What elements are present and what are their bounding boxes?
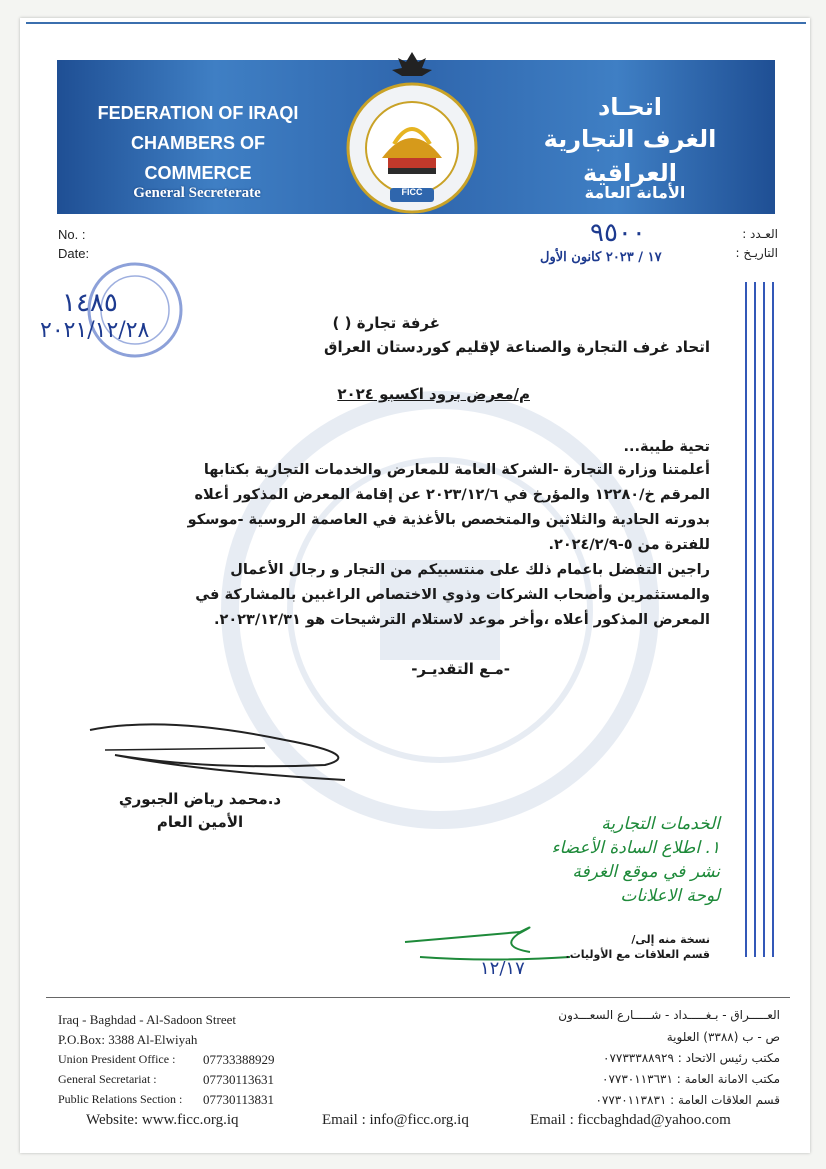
footer-row-en-label: Public Relations Section : — [58, 1092, 183, 1106]
stamp-handwritten-number: ١٤٨٥ — [62, 288, 118, 318]
greeting: تحية طيبة... — [623, 439, 710, 455]
copy-to-label: نسخة منه إلى/ — [631, 933, 710, 946]
handwritten-note: الخدمات التجارية ١. اطلاع السادة الأعضاء نشر في موقع الغرفة لوحة الاعلانات — [551, 814, 720, 906]
footer-divider — [46, 997, 790, 998]
subject-line: م/معرض برود اكسبو ٢٠٢٤ — [337, 385, 530, 403]
footer-pobox-en: P.O.Box: 3388 Al-Elwiyah — [58, 1032, 198, 1047]
signatory-name: د.محمد رياض الجبوري — [118, 790, 282, 808]
handwritten-date: ١٧ / ٢٠٢٣ كانون الأول — [540, 250, 662, 265]
paragraph-1: أعلمتنا وزارة التجارة -الشركة العامة للمعارض والخدمات التجارية بكتابها المرقم خ/١٢٢٨٠ والمؤرخ في ٢٠٢٣/١٢/٦ عن إقامة المعرض المذكور أعلاه بدورته الحادية والثلاثين والمتخصص بالأغذية في العاصمة الروسية -موسكو للفترة من ٥-٢٠٢٤/٢/٩. — [187, 462, 710, 553]
recipient-line-1: غرفة تجارة ( ) — [332, 314, 440, 332]
footer-pobox-ar: ص - ب (٣٣٨٨) العلوية — [666, 1030, 780, 1044]
copy-to-item: قسم العلاقات مع الأوليات. — [565, 948, 710, 961]
footer-website[interactable]: Website: www.ficc.org.iq — [86, 1112, 239, 1128]
top-border-line — [26, 22, 806, 24]
footer-row-ar: مكتب رئيس الاتحاد : ٠٧٧٣٣٣٨٨٩٢٩ — [603, 1051, 780, 1065]
handwritten-number: ٩٥٠٠ — [590, 218, 646, 248]
footer-row-ar: مكتب الامانة العامة : ٠٧٧٣٠١١٣٦٣١ — [602, 1072, 780, 1086]
footer-row-en-value: 07730113631 — [203, 1072, 275, 1087]
footer-email-info[interactable]: Email : info@ficc.org.iq — [322, 1112, 469, 1128]
footer-row-en-value: 07733388929 — [203, 1052, 275, 1067]
copy-hand-date: ١٢/١٧ — [480, 958, 525, 979]
number-label-en: No. : — [58, 227, 86, 242]
margin-lines — [745, 282, 775, 957]
footer-email-yahoo[interactable]: Email : ficcbaghdad@yahoo.com — [530, 1112, 731, 1128]
footer-row-ar: قسم العلاقات العامة : ٠٧٧٣٠١١٣٨٣١ — [595, 1093, 780, 1107]
signature-icon — [85, 710, 385, 790]
recipient-line-2: اتحاد غرف التجارة والصناعة لإقليم كوردستان العراق — [324, 338, 710, 356]
footer-row-en-label: General Secretariat : — [58, 1072, 157, 1086]
date-label-ar: التاريـخ : — [735, 246, 778, 260]
footer-row-en-label: Union President Office : — [58, 1052, 176, 1066]
general-secretariat-ar: الأمانة العامة — [584, 183, 686, 202]
logo-abbr: FICC — [401, 187, 423, 197]
signatory-title: الأمين العام — [156, 813, 244, 831]
org-name-en: FEDERATION OF IRAQI CHAMBERS OF COMMERCE — [97, 103, 299, 183]
date-label-en: Date: — [58, 246, 90, 261]
number-label-ar: العـدد : — [742, 227, 778, 241]
footer-address-en: Iraq - Baghdad - Al-Sadoon Street — [58, 1012, 236, 1027]
footer-address-ar: العـــــراق - بـغـــــداد - شـــــارع السعـــدون — [558, 1008, 780, 1022]
org-name-ar: اتحـاد الغرف التجارية العراقية — [543, 93, 717, 187]
paragraph-2: راجين التفضل باعمام ذلك على منتسبيكم من التجار و رجال الأعمال والمستثمرين وأصحاب الشركات وذوي الاختصاص الراغبين بالمشاركة في المعرض المذكور أعلاه ،وأخر موعد لاستلام الترشيحات هو ٢٠٢٣/١٢/٣١. — [195, 562, 710, 628]
closing: -مـع التقديـر- — [411, 660, 510, 678]
general-secretariat-en: General Secreterate — [133, 185, 261, 201]
footer-row-en-value: 07730113831 — [203, 1092, 275, 1107]
stamp-handwritten-date: ٢٠٢١/١٢/٢٨ — [40, 318, 150, 343]
